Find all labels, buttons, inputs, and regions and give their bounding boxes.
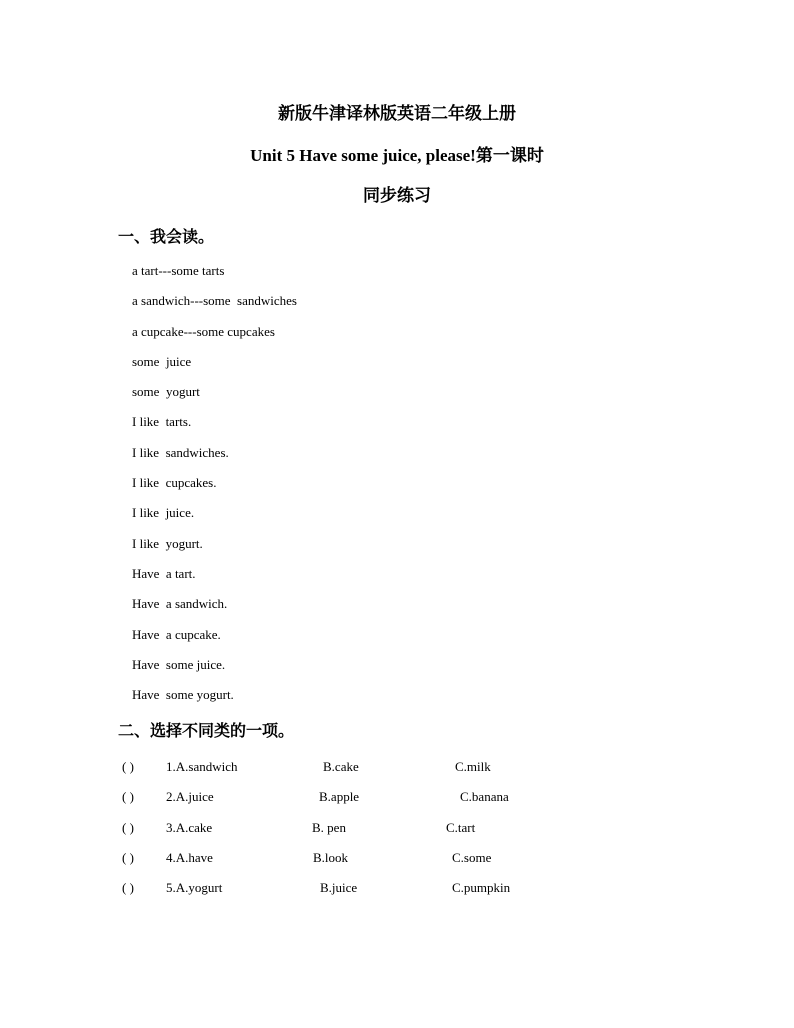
reading-item: Have some juice. [132,656,226,672]
reading-item: I like tarts. [132,414,192,430]
reading-list [132,262,297,716]
answer-blank[interactable]: ( ) [122,759,134,774]
option-b: B.apple [319,789,360,805]
option-b: B. pen [312,819,346,835]
reading-item: I like sandwiches. [132,444,229,460]
option-c: C.pumpkin [452,880,511,896]
choice-question-list [122,758,682,909]
reading-item: I like yogurt. [132,535,203,551]
answer-blank[interactable]: ( ) [122,880,134,896]
reading-item: I like juice. [132,505,195,521]
option-a: 4.A.have [166,849,213,865]
option-a: 3.A.cake [166,819,213,835]
choice-question-row [122,819,682,849]
option-a: 5.A.yogurt [166,880,223,896]
answer-blank[interactable]: ( ) [122,789,134,805]
exercise-title: 同步练习 [363,186,431,205]
option-a: 2.A.juice [166,789,214,805]
document-title: 新版牛津译林版英语二年级上册 [278,104,516,123]
choice-question-row [122,849,682,879]
unit-title: Unit 5 Have some juice, please!第一课时 [250,146,544,165]
option-b: B.look [313,849,349,865]
reading-item: I like cupcakes. [132,475,217,491]
option-a: 1.A.sandwich [166,759,238,774]
reading-item: a cupcake---some cupcakes [132,323,275,339]
reading-item: some yogurt [132,384,200,400]
option-b: B.cake [323,759,359,774]
reading-item: Have some yogurt. [132,687,234,703]
option-c: C.tart [446,819,476,835]
option-c: C.banana [460,789,509,805]
choice-question-row [122,788,682,818]
option-c: C.milk [455,759,491,774]
section-reading-heading: 一、我会读。 [118,229,215,246]
reading-item: a sandwich---some sandwiches [132,293,297,309]
option-c: C.some [452,849,492,865]
reading-item: Have a cupcake. [132,626,221,642]
choice-question-row [122,879,682,909]
reading-item: some juice [132,353,192,369]
reading-item: Have a sandwich. [132,596,228,612]
option-b: B.juice [320,880,358,896]
answer-blank[interactable]: ( ) [122,819,134,835]
reading-item: a tart---some tarts [132,263,225,278]
reading-item: Have a tart. [132,565,196,581]
answer-blank[interactable]: ( ) [122,849,134,865]
choice-question-row [122,758,682,788]
section-choice-heading: 二、选择不同类的一项。 [118,723,295,740]
